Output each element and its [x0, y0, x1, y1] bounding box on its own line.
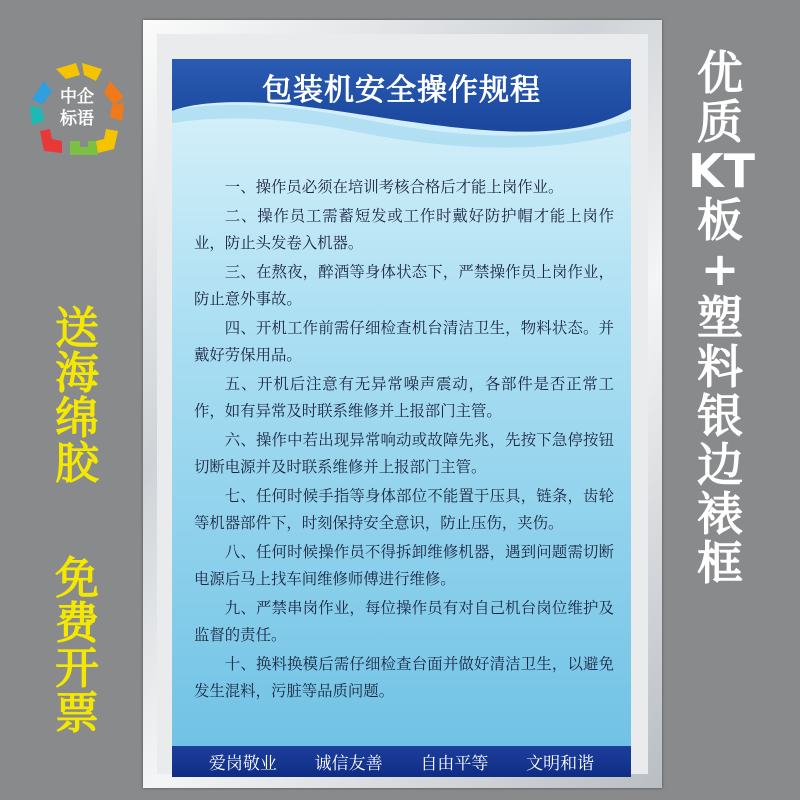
promo-char: 票 [55, 688, 99, 739]
motto-item: 文明和谐 [526, 754, 595, 774]
rule-item: 五、开机后注意有无异常噪声震动，各部件是否正常工作，如有异常及时联系维修并上报部门主管。 [194, 375, 614, 420]
promo-char: 料 [697, 340, 743, 394]
promo-material-frame [688, 46, 756, 590]
promo-free-sponge-tape [47, 303, 107, 489]
promo-char: 板 [697, 193, 743, 247]
promo-char: 费 [55, 598, 99, 649]
rule-item: 一、操作员必须在培训考核合格后才能上岗作业。 [224, 178, 564, 196]
promo-char: 开 [55, 643, 99, 694]
brand-logo [22, 55, 134, 167]
rule-item: 四、开机工作前需仔细检查机台清洁卫生，物料状态。并戴好劳保用品。 [194, 319, 614, 364]
promo-char: 边 [697, 438, 743, 492]
promo-free-invoice [47, 553, 107, 739]
promo-char: 银 [697, 389, 743, 443]
rule-item: 二、操作员工需蓄短发或工作时戴好防护帽才能上岗作业，防止头发卷入机器。 [194, 207, 614, 252]
picture-frame [143, 20, 662, 788]
promo-char: 裱 [697, 487, 743, 541]
promo-char: 优 [697, 46, 743, 100]
motto-item: 诚信友善 [314, 754, 383, 774]
rule-item: 三、在熬夜，醉酒等身体状态下，严禁操作员上岗作业，防止意外事故。 [194, 263, 614, 308]
promo-char: 框 [697, 536, 743, 590]
rule-item: 九、严禁串岗作业，每位操作员有对自己机台岗位维护及监督的责任。 [194, 599, 614, 644]
logo-text-line1: 中企 [60, 87, 94, 107]
promo-char: + [700, 242, 740, 296]
logo-text-line2: 标语 [60, 109, 94, 129]
motto-item: 自由平等 [420, 754, 489, 774]
rule-item: 六、操作中若出现异常响动或故障先兆，先按下急停按钮切断电源并及时联系维修并上报部门主管。 [194, 431, 614, 476]
board-footer-mottos [172, 746, 631, 777]
promo-char: 送 [55, 303, 99, 354]
board-title: 包装机安全操作规程 [262, 73, 541, 108]
promo-char: 免 [55, 553, 99, 604]
promo-char: 海 [55, 348, 99, 399]
rule-item: 十、换料换模后需仔细检查台面并做好清洁卫生，以避免发生混料，污脏等品质问题。 [194, 655, 614, 700]
promo-char: 绵 [55, 393, 99, 444]
safety-board [172, 59, 631, 777]
promo-char: 质 [697, 95, 743, 149]
promo-char: 胶 [55, 438, 99, 489]
rules-list [194, 174, 614, 707]
promo-char: KT [688, 144, 756, 198]
rule-item: 七、任何时候手指等身体部位不能置于压具，链条，齿轮等机器部件下，时刻保持安全意识，防止压伤，夹伤。 [194, 487, 614, 532]
promo-char: 塑 [697, 291, 743, 345]
motto-item: 爱岗敬业 [208, 754, 277, 774]
rule-item: 八、任何时候操作员不得拆卸维修机器，遇到问题需切断电源后马上找车间维修师傅进行维修。 [194, 543, 614, 588]
